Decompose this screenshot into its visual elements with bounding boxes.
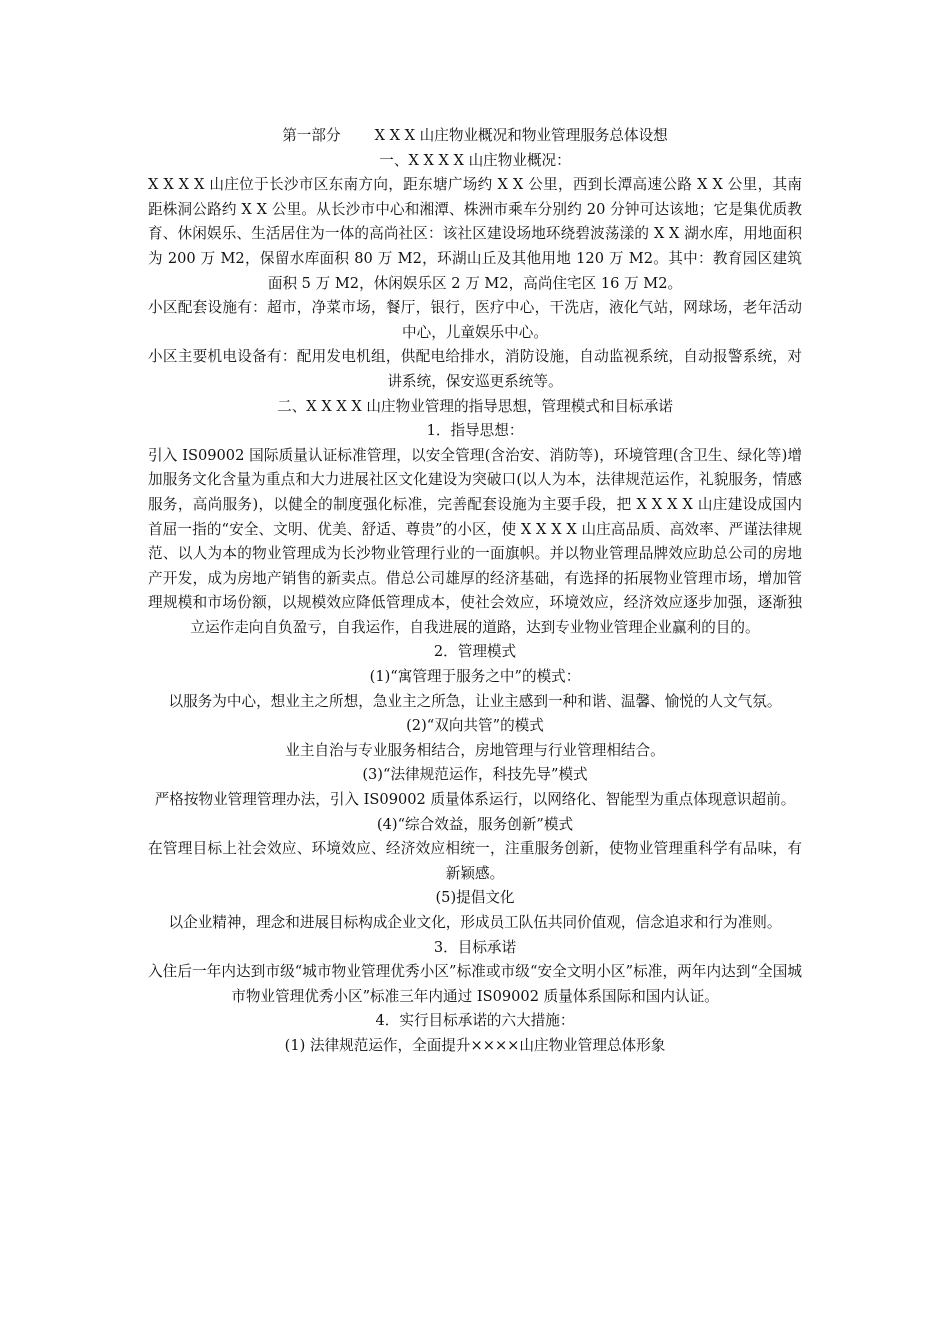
section-1-paragraph-2: 小区配套设施有：超市，净菜市场，餐厅，银行，医疗中心，干洗店，液化气站，网球场，老年活动中心，儿童娱乐中心。 (148, 299, 802, 341)
section-1-paragraph-1: X X X X 山庄位于长沙市区东南方向，距东塘广场约 X X 公里，西到长潭高速公路 X X 公里，其南距株洞公路约 X X 公里。从长沙市中心和湘潭、株洲市乘车分别约 20 分钟可达该地；它是集优质教育、休闲娱乐、生活居住为一体的高尚社区：该社区建设场地环绕碧波荡漾的 X X 湖水库，用地面积为 200 万 M2，保留水库面积 80 万 M2，环湖山丘及其他用地 120 万 M2。其中：教育园区建筑面积 5 万 M2，休闲娱乐区 2 万 M2，高尚住宅区 16 万 M2。 (148, 176, 802, 292)
mode-4-heading: (4)“综合效益，服务创新”模式 (376, 815, 574, 833)
six-measures-heading: 4．实行目标承诺的六大措施： (375, 1012, 575, 1030)
guiding-idea-paragraph: 引入 IS09002 国际质量认证标准管理，以安全管理(含治安、消防等)，环境管理(含卫生、绿化等)增加服务文化含量为重点和大力进展社区文化建设为突破口(以人为本，法律规范运作，礼貌服务，情感服务，高尚服务)，以健全的制度强化标准，完善配套设施为主要手段，把 X X X X 山庄建设成国内首屈一指的“安全、文明、优美、舒适、尊贵”的小区，使 X X X X 山庄高品质、高效率、严谨法律规范、以人为本的物业管理成为长沙物业管理行业的一面旗帜。并以物业管理品牌效应助总公司的房地产开发，成为房地产销售的新卖点。借总公司雄厚的经济基础，有选择的拓展物业管理市场，增加管理规模和市场份额，以规模效应降低管理成本，使社会效应，环境效应，经济效应逐步加强，逐渐独立运作走向自负盈亏，自我运作，自我进展的道路，达到专业物业管理企业赢利的目的。 (148, 446, 802, 636)
mode-5-paragraph: 以企业精神，理念和进展目标构成企业文化，形成员工队伍共同价值观，信念追求和行为准则。 (168, 914, 782, 931)
document-page (148, 124, 802, 1059)
management-mode-heading: 2．管理模式 (433, 643, 517, 661)
target-commitment-paragraph: 入住后一年内达到市级“城市物业管理优秀小区”标准或市级“安全文明小区”标准，两年内达到“全国城市物业管理优秀小区”标准三年内通过 IS09002 质量体系国际和国内认证。 (148, 963, 802, 1005)
target-commitment-heading: 3．目标承诺 (433, 938, 517, 956)
mode-3-paragraph: 严格按物业管理管理办法，引入 IS09002 质量体系运行，以网络化、智能型为重点体现意识超前。 (154, 791, 796, 809)
title-main: X X X 山庄物业概况和物业管理服务总体设想 (374, 127, 668, 144)
mode-2-heading: (2)“双向共管”的模式 (406, 717, 544, 735)
measure-1-item: (1) 法律规范运作，全面提升××××山庄物业管理总体形象 (284, 1036, 666, 1054)
mode-1-paragraph: 以服务为中心，想业主之所想，急业主之所急，让业主感到一种和谐、温馨、愉悦的人文气氛。 (168, 692, 782, 710)
guiding-idea-heading: 1．指导思想： (426, 422, 524, 440)
section-1-heading: 一、X X X X 山庄物业概况： (379, 151, 571, 169)
mode-1-heading: (1)“寓管理于服务之中”的模式： (369, 668, 581, 686)
document-title (148, 124, 802, 149)
mode-4-paragraph: 在管理目标上社会效应、环境效应、经济效应相统一，注重服务创新，使物业管理重科学有品味，有新颖感。 (148, 840, 802, 882)
mode-5-heading: (5)提倡文化 (435, 889, 515, 907)
title-part: 第一部分 (282, 127, 341, 144)
section-1-paragraph-3: 小区主要机电设备有：配用发电机组，供配电给排水，消防设施，自动监视系统，自动报警系统，对讲系统，保安巡更系统等。 (148, 348, 802, 390)
mode-2-paragraph: 业主自治与专业服务相结合，房地管理与行业管理相结合。 (285, 741, 665, 759)
mode-3-heading: (3)“法律规范运作，科技先导”模式 (362, 766, 588, 784)
section-2-heading: 二、X X X X 山庄物业管理的指导思想，管理模式和目标承诺 (277, 397, 673, 415)
